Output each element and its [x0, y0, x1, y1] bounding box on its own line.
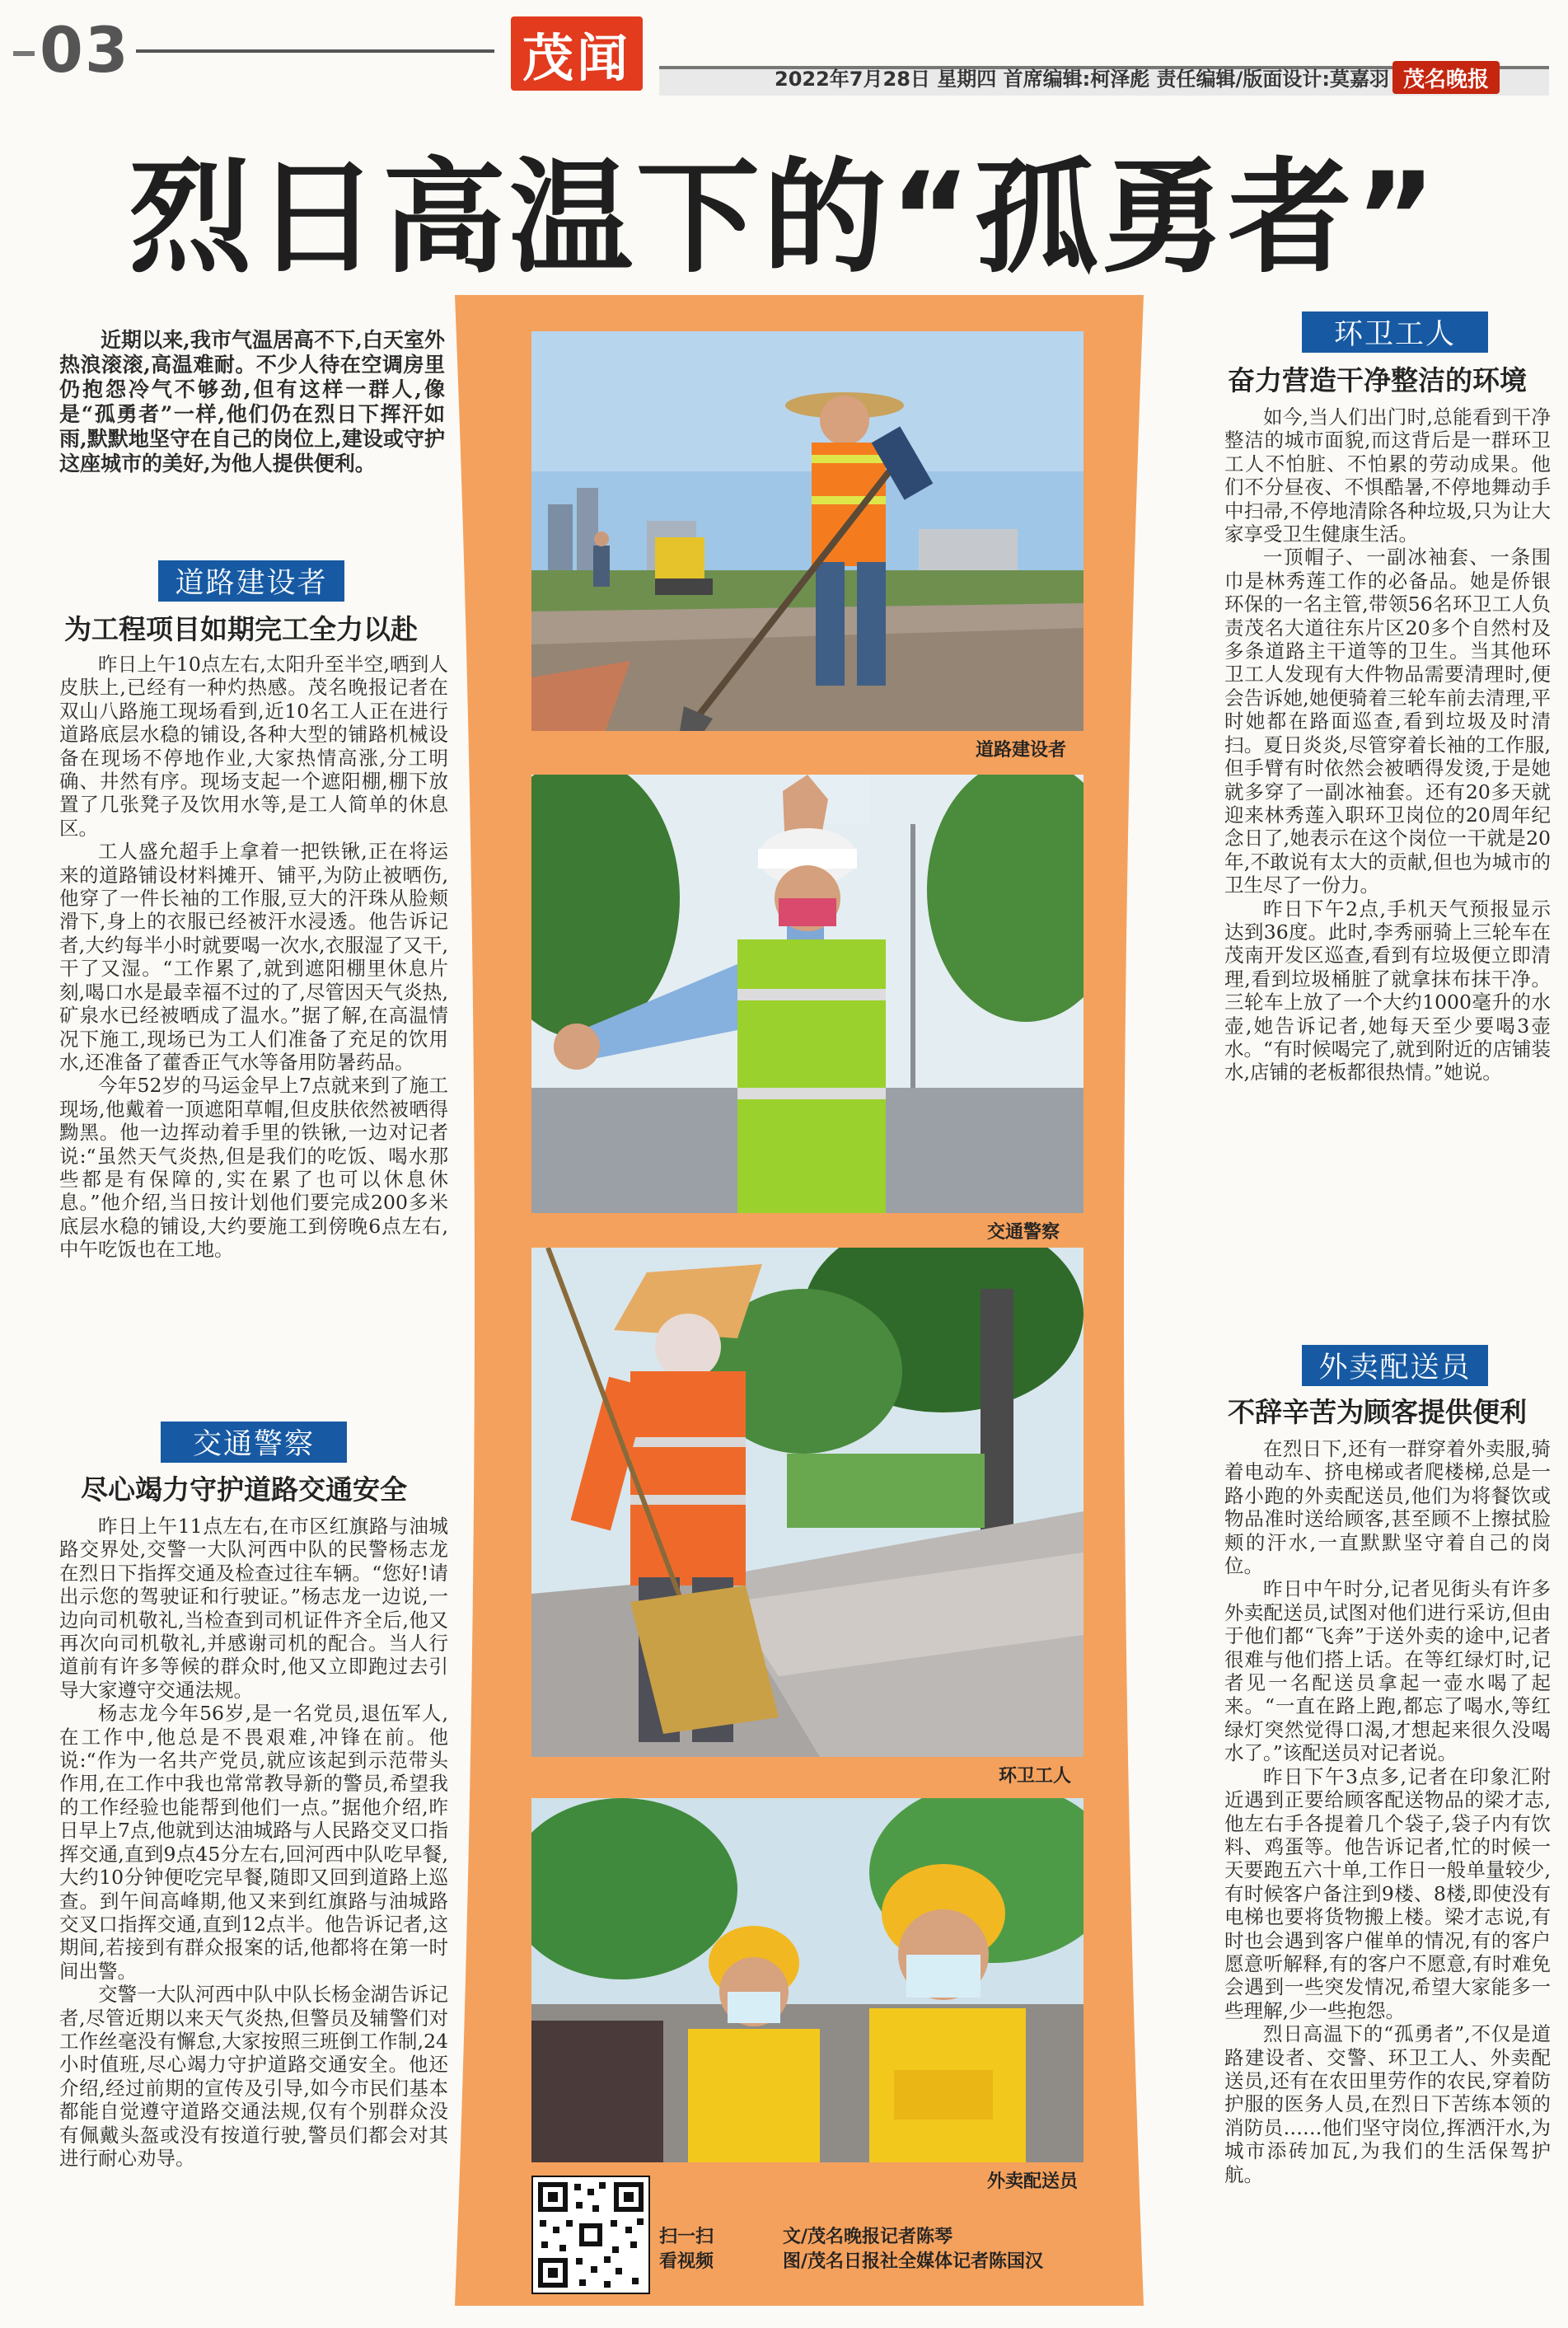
scan-line-1: 扫一扫: [659, 2227, 714, 2247]
scan-line-2: 看视频: [659, 2251, 714, 2272]
lead-paragraph: 近期以来,我市气温居高不下,白天室外热浪滚滚,高温难耐。不少人待在空调房里仍抱怨冷气不够劲,但有这样一群人,像是“孤勇者”一样,他们仍在烈日下挥汗如雨,默默地坚守在自己的岗位上,建设或守护这座城市的美好,为他人提供便利。: [59, 328, 445, 475]
paragraph: 工人盛允超手上拿着一把铁锹,正在将运来的道路铺设材料摊开、铺平,为防止被晒伤,他穿了一件长袖的工作服,豆大的汗珠从脸颊滑下,身上的衣服已经被汗水浸透。他告诉记者,大约每半小时就要喝一次水,衣服湿了又干,干了又湿。“工作累了,就到遮阳棚里休息片刻,喝口水是最幸福不过的了,尽管因天气炎热,矿泉水已经被晒成了温水。”据了解,在高温情况下施工,现场已为工人们准备了充足的饮用水,还准备了藿香正气水等备用防暑药品。: [59, 840, 448, 1074]
subtitle-delivery-rider: 不辞辛苦为顾客提供便利: [1228, 1396, 1527, 1428]
photo-sanitation-worker: [531, 1248, 1084, 1757]
tag-delivery-rider: 外卖配送员: [1302, 1345, 1488, 1386]
article-road-builder: [59, 653, 448, 1262]
credit-text: 文/茂名晚报记者陈琴: [783, 2227, 953, 2247]
newspaper-logo: 茂名晚报: [1392, 61, 1500, 94]
article-sanitation-worker: [1224, 405, 1551, 1084]
tag-sanitation-worker: 环卫工人: [1302, 311, 1488, 353]
article-traffic-police: [59, 1515, 448, 2170]
header-meta: 2022年7月28日 星期四 首席编辑:柯泽彪 责任编辑/版面设计:莫嘉羽: [775, 68, 1389, 91]
paragraph: 昨日上午11点左右,在市区红旗路与油城路交界处,交警一大队河西中队的民警杨志龙在烈日下指挥交通及检查过往车辆。“您好!请出示您的驾驶证和行驶证。”杨志龙一边说,一边向司机敬礼,当检查到司机证件齐全后,他又再次向司机敬礼,并感谢司机的配合。当人行道前有许多等候的群众时,他又立即跑过去引导大家遵守交通法规。: [59, 1515, 448, 1702]
paragraph: 昨日上午10点左右,太阳升至半空,晒到人皮肤上,已经有一种灼热感。茂名晚报记者在双山八路施工现场看到,近10名工人正在进行道路底层水稳的铺设,各种大型的铺路机械设备在现场不停地作业,大家热情高涨,分工明确、井然有序。现场支起一个遮阳棚,棚下放置了几张凳子及饮用水等,是工人简单的休息区。: [59, 653, 448, 840]
photo-caption-road-builder: 道路建设者: [976, 740, 1067, 761]
paragraph: 交警一大队河西中队中队长杨金湖告诉记者,尽管近期以来天气炎热,但警员及辅警们对工作丝毫没有懈怠,大家按照三班倒工作制,24小时值班,尽心竭力守护道路交通安全。他还介绍,经过前期的宣传及引导,如今市民们基本都能自觉遵守道路交通法规,仅有个别群众没有佩戴头盔或没有按道行驶,警员们都会对其进行耐心劝导。: [59, 1983, 448, 2170]
paragraph: 今年52岁的马运金早上7点就来到了施工现场,他戴着一顶遮阳草帽,但皮肤依然被晒得黝黑。他一边挥动着手里的铁锹,一边对记者说:“虽然天气炎热,但是我们的吃饭、喝水那些都是有保障的,实在累了也可以休息休息。”他介绍,当日按计划他们要完成200多米底层水稳的铺设,大约要施工到傍晚6点左右,中午吃饭也在工地。: [59, 1074, 448, 1262]
paragraph: 杨志龙今年56岁,是一名党员,退伍军人,在工作中,他总是不畏艰难,冲锋在前。他说:“作为一名共产党员,就应该起到示范带头作用,在工作中我也常常教导新的警员,希望我的工作经验也能帮到他们一点。”据他介绍,昨日早上7点,他就到达油城路与人民路交叉口指挥交通,直到9点45分左右,回河西中队吃早餐,大约10分钟便吃完早餐,随即又回到道路上巡查。到午间高峰期,他又来到红旗路与油城路交叉口指挥交通,直到12点半。他告诉记者,这期间,若接到有群众报案的话,他都将在第一时间出警。: [59, 1702, 448, 1983]
credits: [783, 2225, 1043, 2274]
tag-road-builder: 道路建设者: [158, 560, 344, 602]
photo-delivery-rider: [531, 1798, 1084, 2162]
photo-traffic-police: [531, 775, 1084, 1213]
subtitle-road-builder: 为工程项目如期完工全力以赴: [64, 613, 418, 645]
page-headline: 烈日高温下的“孤勇者”: [128, 147, 1440, 290]
header-rule: [136, 49, 494, 53]
qr-code-icon[interactable]: [531, 2176, 650, 2294]
page-number: 03: [40, 13, 130, 87]
section-badge: 茂闻: [511, 16, 643, 91]
credit-photo: 图/茂名日报社全媒体记者陈国汉: [783, 2251, 1044, 2272]
paragraph: 如今,当人们出门时,总能看到干净整洁的城市面貌,而这背后是一群环卫工人不怕脏、不怕累的劳动成果。他们不分昼夜、不惧酷暑,不停地舞动手中扫帚,不停地清除各种垃圾,只为让大家享受卫生健康生活。: [1224, 405, 1551, 546]
tag-traffic-police: 交通警察: [161, 1422, 347, 1463]
article-delivery-rider: [1224, 1437, 1551, 2186]
paragraph: 昨日下午3点多,记者在印象汇附近遇到正要给顾客配送物品的梁才志,他左右手各提着几个袋子,袋子内有饮料、鸡蛋等。他告诉记者,忙的时候一天要跑五六十单,工作日一般单量较少,有时候客户备注到9楼、8楼,即使没有电梯也要将货物搬上楼。梁才志说,有时也会遇到客户催单的情况,有的客户愿意听解释,有的客户不愿意,有时难免会遇到一些突发情况,希望大家能多一些理解,少一些抱怨。: [1224, 1764, 1551, 2022]
paragraph: 烈日高温下的“孤勇者”,不仅是道路建设者、交警、环卫工人、外卖配送员,还有在农田里劳作的农民,穿着防护服的医务人员,在烈日下苦练本领的消防员……他们坚守岗位,挥洒汗水,为城市添砖加瓦,为我们的生活保驾护航。: [1224, 2022, 1551, 2186]
subtitle-traffic-police: 尽心竭力守护道路交通安全: [81, 1473, 407, 1506]
scan-hint: [659, 2225, 714, 2274]
page-number-dash: [13, 51, 35, 56]
photo-caption-sanitation-worker: 环卫工人: [999, 1766, 1072, 1787]
paragraph: 昨日中午时分,记者见街头有许多外卖配送员,试图对他们进行采访,但由于他们都“飞奔”于送外卖的途中,记者很难与他们搭上话。在等红绿灯时,记者见一名配送员拿起一壶水喝了起来。“一直在路上跑,都忘了喝水,等红绿灯突然觉得口渴,才想起来很久没喝水了。”该配送员对记者说。: [1224, 1577, 1551, 1765]
paragraph: 在烈日下,还有一群穿着外卖服,骑着电动车、挤电梯或者爬楼梯,总是一路小跑的外卖配送员,他们为将餐饮或物品准时送给顾客,甚至顾不上擦拭脸颊的汗水,一直默默坚守着自己的岗位。: [1224, 1437, 1551, 1578]
paragraph: 一顶帽子、一副冰袖套、一条围巾是林秀莲工作的必备品。她是侨银环保的一名主管,带领56名环卫工人负责茂名大道往东片区20多个自然村及多条道路主干道等的卫生。当其他环卫工人发现有大件物品需要清理时,便会告诉她,她便骑着三轮车前去清理,平时她都在路面巡查,看到垃圾及时清扫。夏日炎炎,尽管穿着长袖的工作服,但手臂有时依然会被晒得发烫,于是她就多穿了一副冰袖套。还有20多天就迎来林秀莲入职环卫岗位的20周年纪念日了,她表示在这个岗位一干就是20年,不敢说有太大的贡献,但也为城市的卫生尽了一份力。: [1224, 546, 1551, 897]
subtitle-sanitation-worker: 奋力营造干净整洁的环境: [1228, 364, 1527, 396]
photo-caption-traffic-police: 交通警察: [987, 1222, 1060, 1243]
photo-road-builder: [531, 331, 1084, 731]
photo-caption-delivery-rider: 外卖配送员: [987, 2171, 1079, 2192]
paragraph: 昨日下午2点,手机天气预报显示达到36度。此时,李秀丽骑上三轮车在茂南开发区巡查,看到有垃圾便立即清理,看到垃圾桶脏了就拿抹布抹干净。三轮车上放了一个大约1000毫升的水壶,她告诉记者,她每天至少要喝3壶水。“有时候喝完了,就到附近的店铺装水,店铺的老板都很热情。”她说。: [1224, 897, 1551, 1084]
